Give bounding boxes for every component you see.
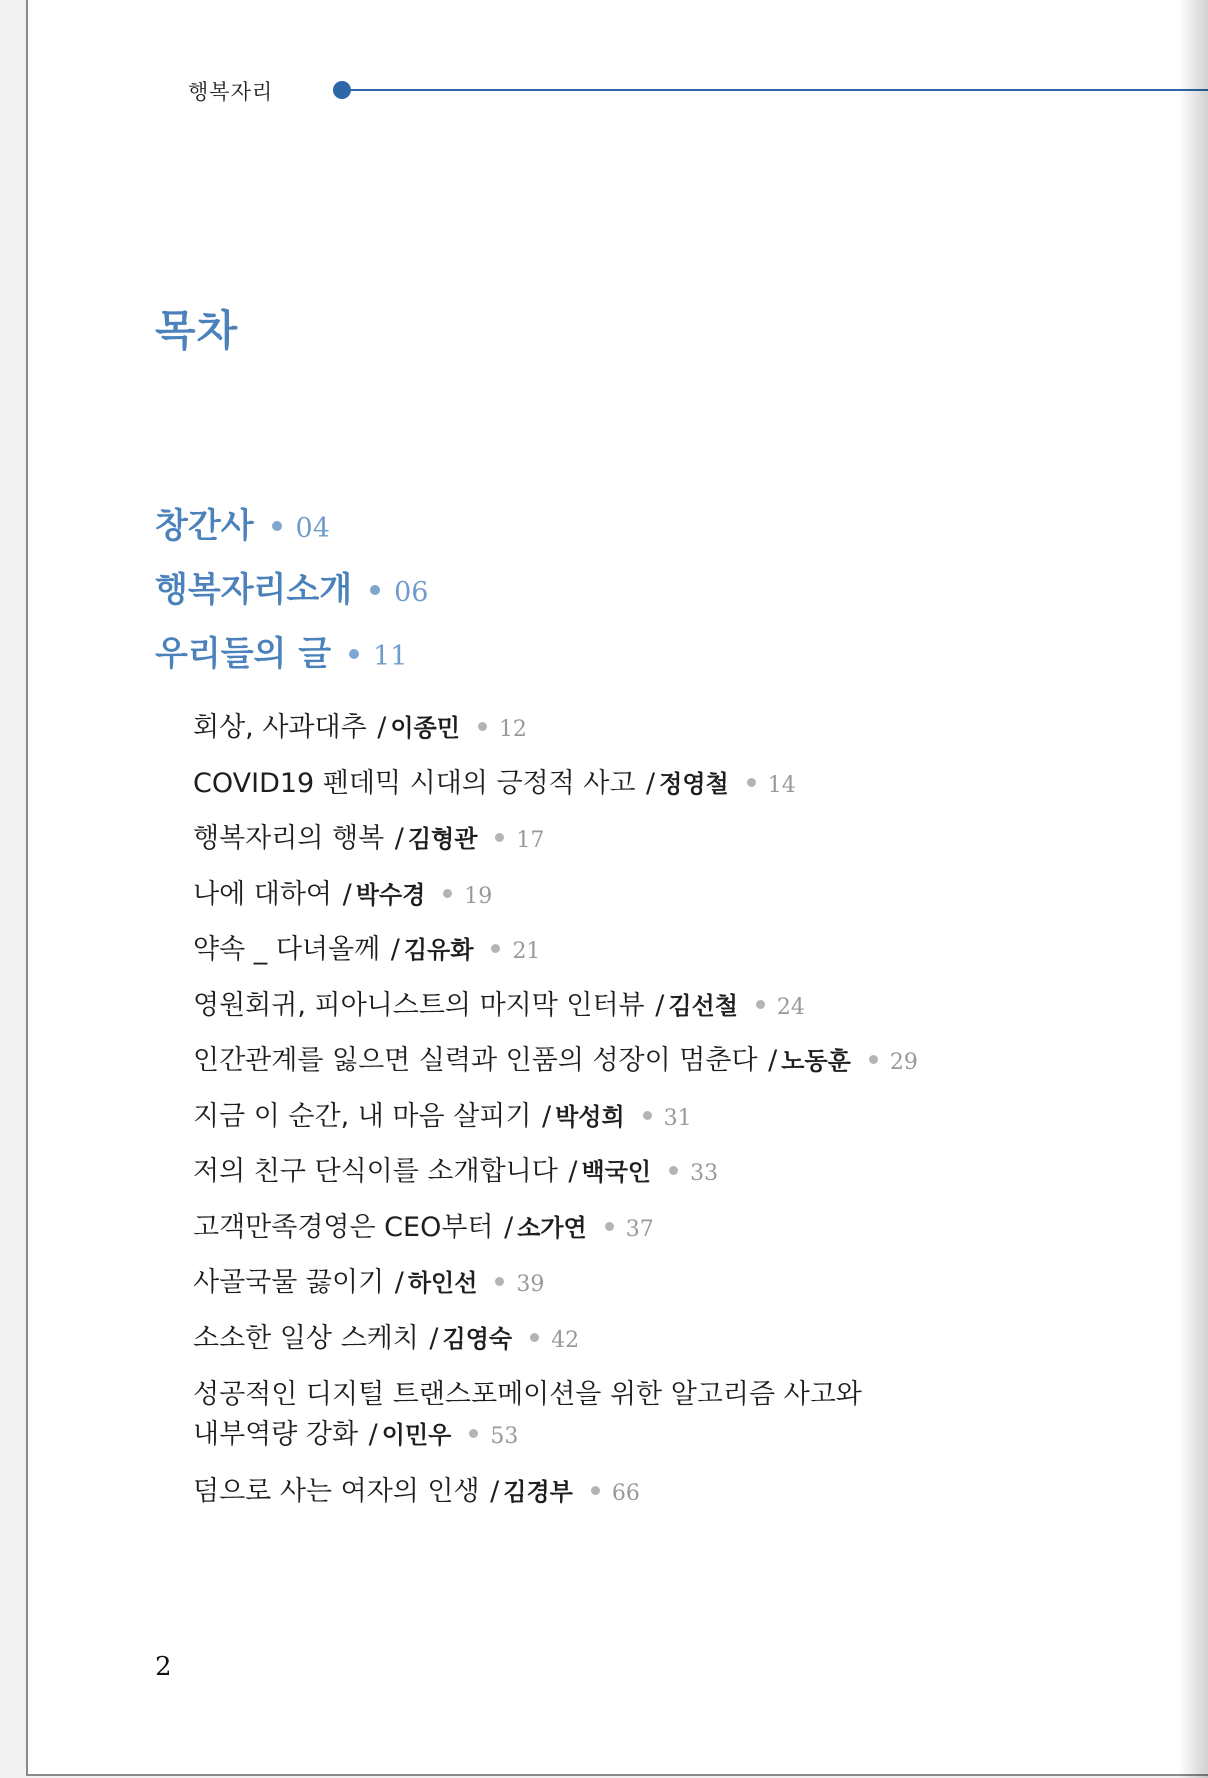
entry-title: 소소한 일상 스케치 bbox=[193, 1323, 419, 1354]
entry-author: 백국인 bbox=[581, 1158, 652, 1186]
toc-entry[interactable] bbox=[193, 986, 805, 1028]
bullet-dot-icon bbox=[643, 1111, 652, 1120]
bullet-dot-icon bbox=[272, 521, 282, 531]
entry-separator: / bbox=[368, 1419, 378, 1450]
entry-author: 김형관 bbox=[407, 825, 478, 853]
bullet-dot-icon bbox=[443, 889, 452, 898]
bullet-dot-icon bbox=[491, 944, 500, 953]
header-rule bbox=[348, 89, 1208, 91]
toc-entry[interactable] bbox=[193, 875, 492, 917]
entry-separator: / bbox=[568, 1156, 578, 1187]
entry-separator: / bbox=[394, 1267, 404, 1298]
entry-page: 42 bbox=[551, 1328, 580, 1353]
entry-page: 29 bbox=[889, 1050, 918, 1075]
entry-title: 내부역량 강화 bbox=[193, 1419, 359, 1450]
toc-title: 목차 bbox=[155, 306, 239, 355]
bullet-dot-icon bbox=[747, 778, 756, 787]
bullet-dot-icon bbox=[756, 1000, 765, 1009]
toc-entry[interactable] bbox=[193, 930, 540, 972]
toc-entry[interactable] bbox=[193, 1319, 579, 1361]
section-page: 04 bbox=[295, 513, 330, 544]
entry-title: 고객만족경영은 CEO부터 bbox=[193, 1212, 494, 1243]
entry-author: 노동훈 bbox=[781, 1047, 851, 1075]
entry-title: 인간관계를 잃으면 실력과 인품의 성장이 멈춘다 bbox=[193, 1045, 758, 1076]
toc-section[interactable] bbox=[155, 562, 428, 611]
entry-title: 저의 친구 단식이를 소개합니다 bbox=[193, 1156, 558, 1187]
entry-separator: / bbox=[342, 879, 352, 910]
bullet-dot-icon bbox=[469, 1429, 478, 1438]
entry-page: 31 bbox=[663, 1106, 692, 1131]
toc-entry[interactable] bbox=[193, 1472, 640, 1514]
toc-entry[interactable] bbox=[193, 1041, 918, 1083]
entry-separator: / bbox=[377, 712, 387, 743]
entry-title: 약속 _ 다녀올께 bbox=[193, 934, 381, 965]
toc-section[interactable] bbox=[155, 626, 407, 675]
entry-author: 박성희 bbox=[555, 1103, 625, 1131]
bullet-dot-icon bbox=[530, 1333, 539, 1342]
entry-page: 17 bbox=[516, 828, 545, 853]
entry-title: 행복자리의 행복 bbox=[193, 823, 385, 854]
bullet-dot-icon bbox=[478, 722, 487, 731]
entry-author: 김선철 bbox=[668, 992, 738, 1020]
bullet-dot-icon bbox=[605, 1222, 614, 1231]
entry-page: 21 bbox=[512, 939, 541, 964]
entry-page: 39 bbox=[516, 1272, 545, 1297]
entry-separator: / bbox=[655, 990, 665, 1021]
entry-separator: / bbox=[394, 823, 404, 854]
bullet-dot-icon bbox=[869, 1055, 878, 1064]
running-header: 행복자리 bbox=[188, 80, 274, 104]
document-page bbox=[26, 0, 1208, 1776]
entry-title: COVID19 펜데믹 시대의 긍정적 사고 bbox=[193, 768, 636, 799]
entry-author: 소가연 bbox=[517, 1214, 587, 1242]
bullet-dot-icon bbox=[591, 1486, 600, 1495]
entry-page: 24 bbox=[776, 995, 805, 1020]
toc-entry[interactable] bbox=[193, 1263, 544, 1305]
entry-page: 19 bbox=[464, 884, 493, 909]
entry-title: 회상, 사과대추 bbox=[193, 712, 367, 743]
bullet-dot-icon bbox=[370, 585, 380, 595]
entry-page: 33 bbox=[690, 1161, 719, 1186]
section-page: 11 bbox=[373, 641, 408, 672]
entry-title: 지금 이 순간, 내 마음 살피기 bbox=[193, 1101, 532, 1132]
entry-separator: / bbox=[429, 1323, 439, 1354]
entry-title: 덤으로 사는 여자의 인생 bbox=[193, 1476, 480, 1507]
section-page: 06 bbox=[394, 577, 429, 608]
page-number: 2 bbox=[155, 1652, 172, 1682]
entry-author: 이종민 bbox=[390, 714, 460, 742]
entry-separator: / bbox=[504, 1212, 514, 1243]
bullet-dot-icon bbox=[349, 649, 359, 659]
entry-page: 37 bbox=[625, 1217, 654, 1242]
entry-page: 53 bbox=[490, 1424, 519, 1449]
entry-author: 박수경 bbox=[355, 881, 426, 909]
entry-author: 김유화 bbox=[403, 936, 474, 964]
bullet-dot-icon bbox=[669, 1166, 678, 1175]
entry-title-line1: 성공적인 디지털 트랜스포메이션을 위한 알고리즘 사고와 bbox=[193, 1379, 862, 1410]
entry-separator: / bbox=[490, 1476, 500, 1507]
toc-section[interactable] bbox=[155, 498, 330, 547]
section-title: 창간사 bbox=[155, 506, 254, 546]
bullet-dot-icon bbox=[495, 833, 504, 842]
entry-separator: / bbox=[646, 768, 656, 799]
entry-author: 정영철 bbox=[659, 770, 729, 798]
entry-separator: / bbox=[542, 1101, 552, 1132]
entry-title: 영원회귀, 피아니스트의 마지막 인터뷰 bbox=[193, 990, 645, 1021]
toc-entry[interactable] bbox=[193, 1208, 654, 1250]
toc-entry[interactable] bbox=[193, 1097, 692, 1139]
page-edge-shadow bbox=[1178, 0, 1208, 1778]
section-title: 우리들의 글 bbox=[155, 634, 332, 674]
toc-entry[interactable] bbox=[193, 708, 527, 750]
entry-title: 나에 대하여 bbox=[193, 879, 332, 910]
toc-entry[interactable] bbox=[193, 764, 796, 806]
toc-entry[interactable] bbox=[193, 819, 544, 861]
entry-page: 14 bbox=[767, 773, 796, 798]
entry-separator: / bbox=[390, 934, 400, 965]
entry-author: 하인선 bbox=[407, 1269, 478, 1297]
entry-page: 12 bbox=[498, 717, 527, 742]
toc-entry[interactable] bbox=[193, 1152, 718, 1194]
bullet-dot-icon bbox=[495, 1277, 504, 1286]
entry-author: 이민우 bbox=[381, 1421, 452, 1449]
entry-author: 김경부 bbox=[503, 1478, 573, 1506]
toc-entry[interactable] bbox=[193, 1375, 862, 1457]
entry-author: 김영숙 bbox=[442, 1325, 513, 1353]
entry-separator: / bbox=[768, 1045, 778, 1076]
section-title: 행복자리소개 bbox=[155, 570, 353, 610]
entry-title: 사골국물 끓이기 bbox=[193, 1267, 385, 1298]
entry-page: 66 bbox=[611, 1481, 640, 1506]
